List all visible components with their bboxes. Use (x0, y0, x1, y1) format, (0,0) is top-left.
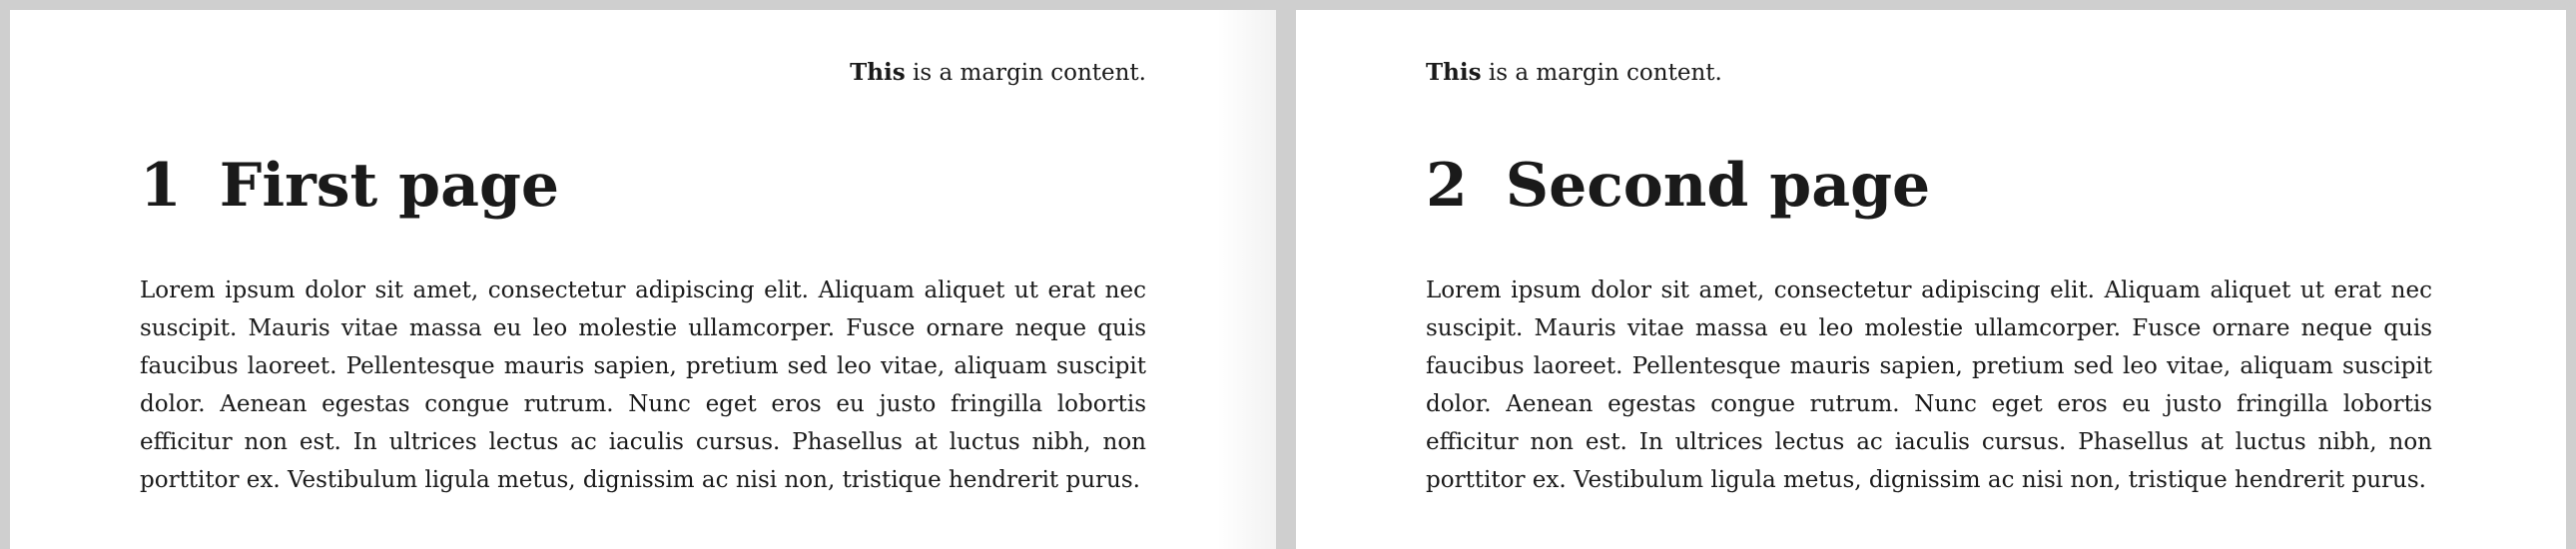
margin-note (1426, 58, 1722, 88)
margin-note (850, 58, 1146, 88)
section-title: First page (219, 151, 560, 221)
section-number: 2 (1426, 151, 1468, 221)
section-heading (1426, 148, 1930, 224)
section-title: Second page (1505, 151, 1931, 221)
document-page-1 (10, 10, 1276, 549)
margin-note-bold: This (850, 59, 906, 86)
page-edge-shadow (1216, 10, 1276, 549)
section-number: 1 (140, 151, 182, 221)
body-paragraph: Lorem ipsum dolor sit amet, consectetur adipiscing elit. Aliquam aliquet ut erat nec suscipit. Mauris vitae massa eu leo molestie ullamcorper. Fusce ornare neque quis faucibus laoreet. Pellentesque mauris sapien, pretium sed leo vitae, aliquam suscipit dolor. Aenean egestas congue rutrum. Nunc eget eros eu justo fringilla lobortis efficitur non est. In ultrices lectus ac iaculis cursus. Phasellus at luctus nibh, non porttitor ex. Vestibulum ligula metus, dignissim ac nisi non, tristique hendrerit purus. (1426, 277, 2432, 493)
margin-note-text: is a margin content. (905, 60, 1146, 86)
section-heading (140, 148, 559, 224)
margin-note-bold: This (1426, 59, 1482, 86)
document-page-2 (1296, 10, 2566, 549)
margin-note-text: is a margin content. (1481, 60, 1722, 86)
body-paragraph: Lorem ipsum dolor sit amet, consectetur adipiscing elit. Aliquam aliquet ut erat nec suscipit. Mauris vitae massa eu leo molestie ullamcorper. Fusce ornare neque quis faucibus laoreet. Pellentesque mauris sapien, pretium sed leo vitae, aliquam suscipit dolor. Aenean egestas congue rutrum. Nunc eget eros eu justo fringilla lobortis efficitur non est. In ultrices lectus ac iaculis cursus. Phasellus at luctus nibh, non porttitor ex. Vestibulum ligula metus, dignissim ac nisi non, tristique hendrerit purus. (140, 277, 1146, 493)
